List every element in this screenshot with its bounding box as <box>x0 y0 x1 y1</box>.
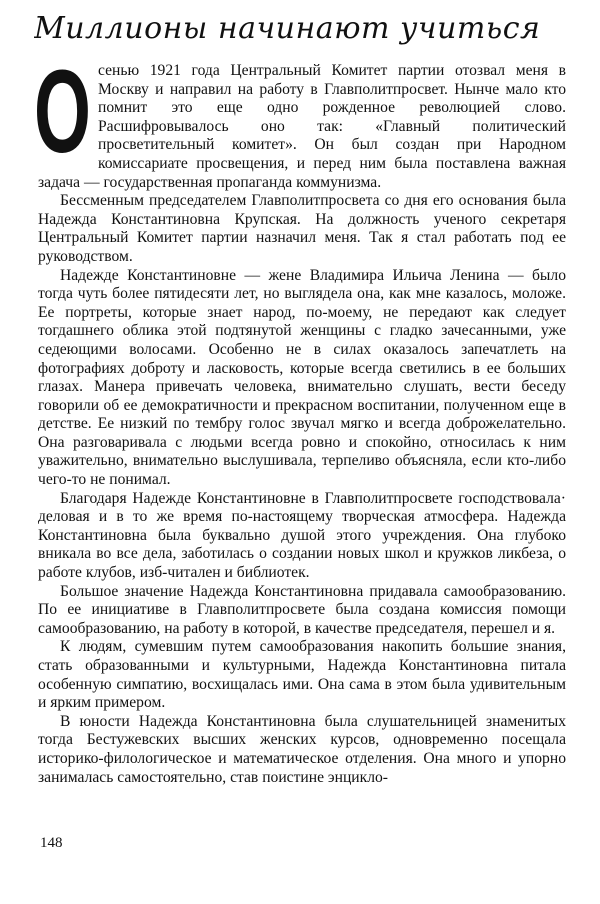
paragraph-1 <box>34 46 566 192</box>
page-number: 148 <box>40 835 63 851</box>
paragraph-3: Надежде Константиновне — жене Владимира Ильича Ленина — было тогда чуть более пятидесяти лет, но выглядела она, как мне казалось, моложе. Ее портреты, которые знает народ, по-моему, не передают как следует тогдашнего облика этой подтянутой женщины с гладко зачесанными, уже седеющими волосами. Особенно не в силах оказалось запечатлеть на фотографиях доброту и ласковость, которые всегда светились в ее больших глазах. Манера привечать человека, внимательно слушать, вести беседу говорили об ее демократичности и прекрасном воспитании, полученном еще в детстве. Ее низкий по тембру голос звучал мягко и всегда доброжелательно. Она разговаривала с людьми всегда ровно и спокойно, относилась к ним уважительно, внимательно выслушивала, терпеливо объясняла, если кто-либо чего-то не понимал. <box>38 266 566 489</box>
paragraph-6: К людям, сумевшим путем самообразования накопить большие знания, стать образованными и культурными, Надежда Константиновна питала особенную симпатию, восхищалась ими. Она сама в этом была удивительным и ярким примером. <box>38 638 566 712</box>
paragraph-5: Большое значение Надежда Константиновна придавала самообразованию. По ее инициативе в Главполитпросвете была создана комиссия помощи самообразованию, на работу в которой, в качестве председателя, перешел и я. <box>38 582 566 637</box>
paragraph-4: Благодаря Надежде Константиновне в Главполитпросвете господствовала· деловая и в то же время по-настоящему творческая атмосфера. Надежда Константиновна была буквально душой этого учреждения. Она глубоко вникала во все дела, заботилась о создании новых школ и кружков ликбеза, о работе клубов, изб-читален и библиотек. <box>38 489 566 582</box>
paragraph-7: В юности Надежда Константиновна была слушательницей знаменитых тогда Бестужевских высших женских курсов, одновременно посещала историко-филологическое и математическое отделения. Она много и упорно занималась самостоятельно, став поистине энцикло- <box>38 712 566 786</box>
drop-cap: О <box>34 46 91 178</box>
paragraph-2: Бессменным председателем Главполитпросвета со дня его основания была Надежда Константиновна Крупская. На должность ученого секретаря Центральный Комитет партии назначил меня. Так я стал работать под ее руководством. <box>38 192 566 265</box>
chapter-title: Миллионы начинают учиться <box>34 11 541 46</box>
paragraph-1-text: сенью 1921 года Центральный Комитет партии отозвал меня в Москву и направил на работу в Главполитпросвет. Нынче мало кто помнит это еще одно рожденное революцией слово. Расшифровывалось оно так: «Главный политический просветительный комитет». Он был создан при Народном комиссариате просвещения, и перед ним была поставлена важная задача — государственная пропаганда коммунизма. <box>38 62 566 191</box>
article-body <box>34 46 566 787</box>
